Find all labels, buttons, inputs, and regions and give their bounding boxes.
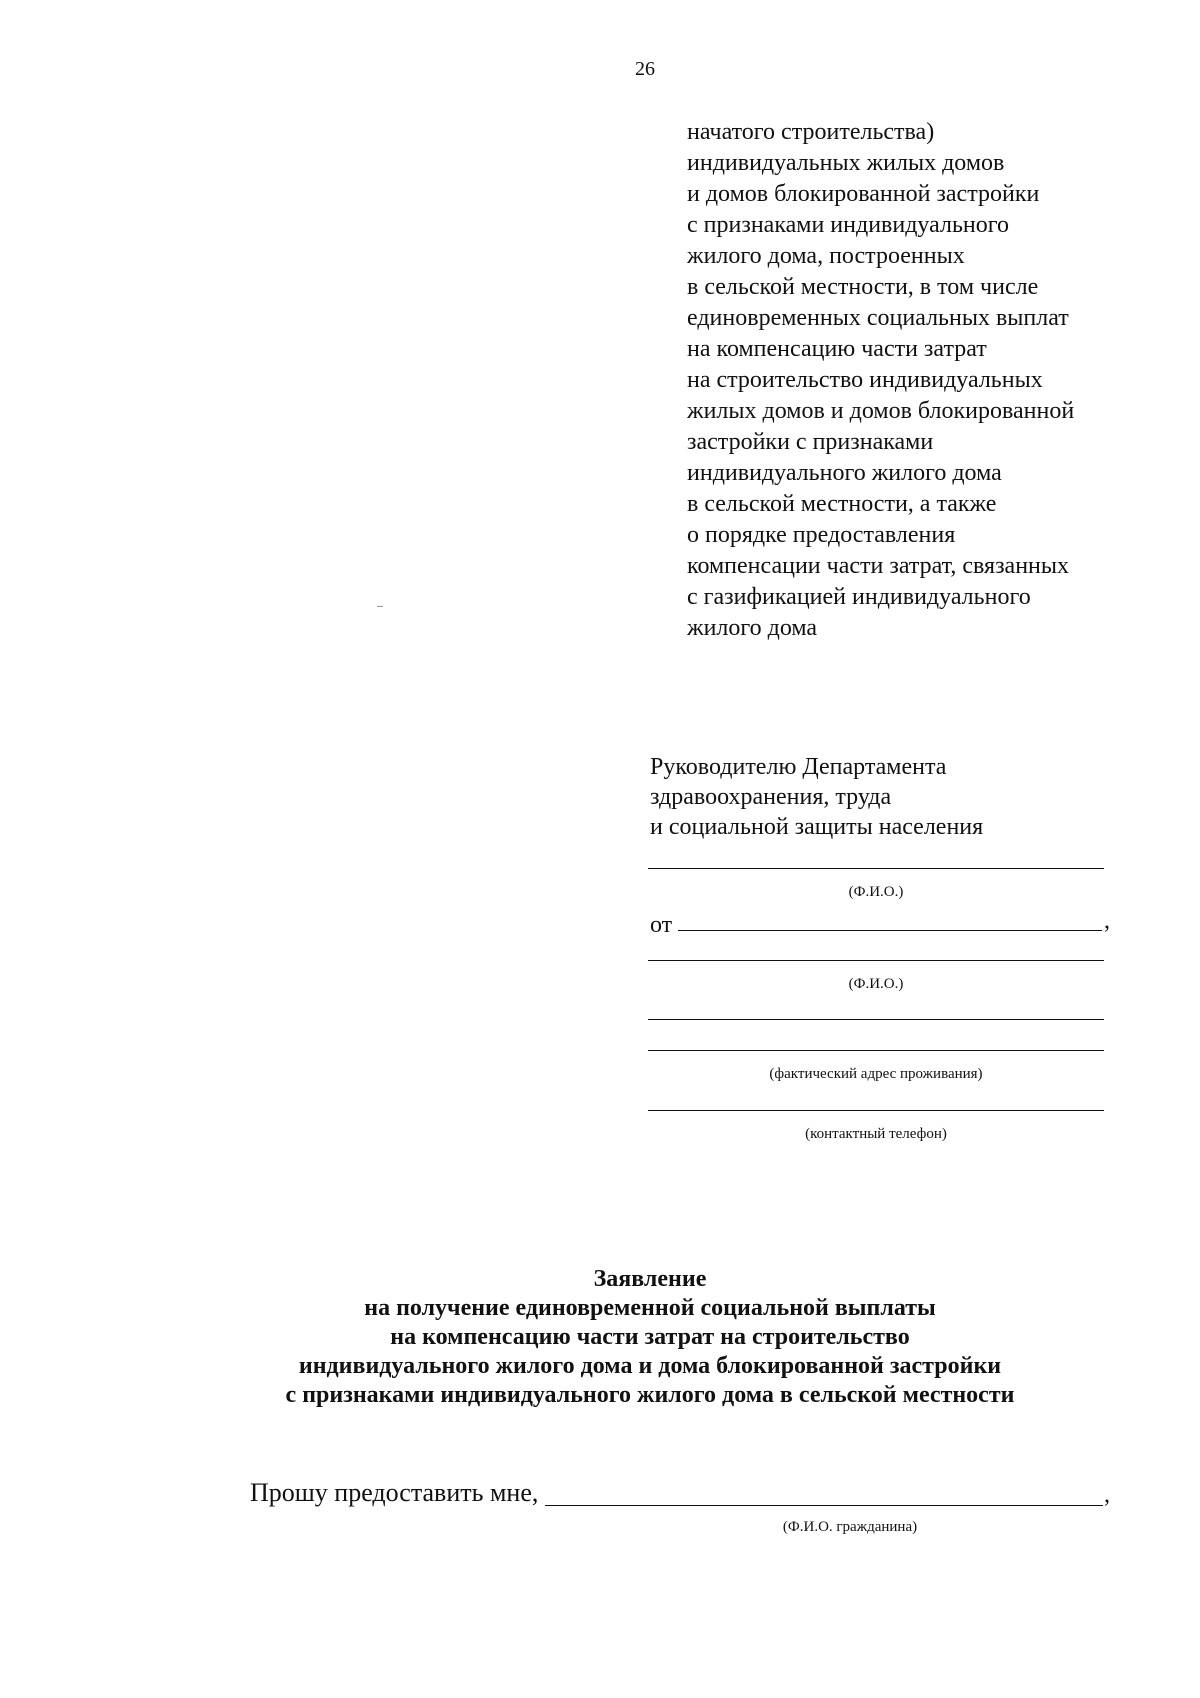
addressee-block	[650, 752, 1150, 842]
applicant-fio-field-2[interactable]	[648, 960, 1104, 961]
appendix-line: единовременных социальных выплат	[687, 305, 1069, 331]
address-caption: (фактический адрес проживания)	[769, 1066, 983, 1082]
application-title	[0, 1265, 1200, 1410]
appendix-line: индивидуальных жилых домов	[687, 150, 1005, 176]
request-comma: ,	[1104, 1482, 1110, 1508]
addressee-line: здравоохранения, труда	[650, 784, 892, 810]
appendix-line: на строительство индивидуальных	[687, 367, 1043, 393]
phone-field[interactable]	[648, 1110, 1104, 1111]
from-label: от	[650, 912, 673, 938]
title-line: с признаками индивидуального жилого дома в сельской местности	[285, 1382, 1015, 1408]
appendix-reference	[687, 117, 1187, 644]
appendix-line: в сельской местности, в том числе	[687, 274, 1039, 300]
applicant-comma: ,	[1104, 908, 1110, 934]
head-fio-caption: (Ф.И.О.)	[848, 884, 904, 900]
appendix-line: жилого дома	[687, 615, 818, 641]
appendix-line: и домов блокированной застройки	[687, 181, 1040, 207]
addressee-line: и социальной защиты населения	[650, 814, 984, 840]
title-line: Заявление	[593, 1266, 707, 1292]
address-field-2[interactable]	[648, 1050, 1104, 1051]
phone-caption: (контактный телефон)	[805, 1126, 947, 1142]
appendix-line: с газификацией индивидуального	[687, 584, 1031, 610]
title-line: индивидуального жилого дома и дома блокированной застройки	[298, 1353, 1002, 1379]
head-fio-field[interactable]	[648, 868, 1104, 869]
appendix-line: с признаками индивидуального	[687, 212, 1009, 238]
address-field-1[interactable]	[648, 1019, 1104, 1020]
appendix-line: на компенсацию части затрат	[687, 336, 987, 362]
applicant-fio-field[interactable]	[678, 930, 1102, 931]
appendix-line: жилого дома, построенных	[687, 243, 965, 269]
appendix-line: жилых домов и домов блокированной	[687, 398, 1075, 424]
appendix-line: начатого строительства)	[687, 119, 935, 145]
title-line: на получение единовременной социальной выплаты	[364, 1295, 936, 1321]
page-number: 26	[635, 58, 655, 80]
appendix-line: компенсации части затрат, связанных	[687, 553, 1070, 579]
citizen-fio-field[interactable]	[545, 1505, 1103, 1506]
scan-mark	[377, 606, 383, 607]
appendix-line: застройки с признаками	[687, 429, 934, 455]
appendix-line: в сельской местности, а также	[687, 491, 997, 517]
request-text: Прошу предоставить мне,	[250, 1478, 539, 1507]
appendix-line: индивидуального жилого дома	[687, 460, 1002, 486]
applicant-fio-caption: (Ф.И.О.)	[848, 976, 904, 992]
addressee-line: Руководителю Департамента	[650, 754, 947, 780]
title-line: на компенсацию части затрат на строительство	[390, 1324, 910, 1350]
citizen-fio-caption: (Ф.И.О. гражданина)	[782, 1519, 918, 1535]
appendix-line: о порядке предоставления	[687, 522, 956, 548]
